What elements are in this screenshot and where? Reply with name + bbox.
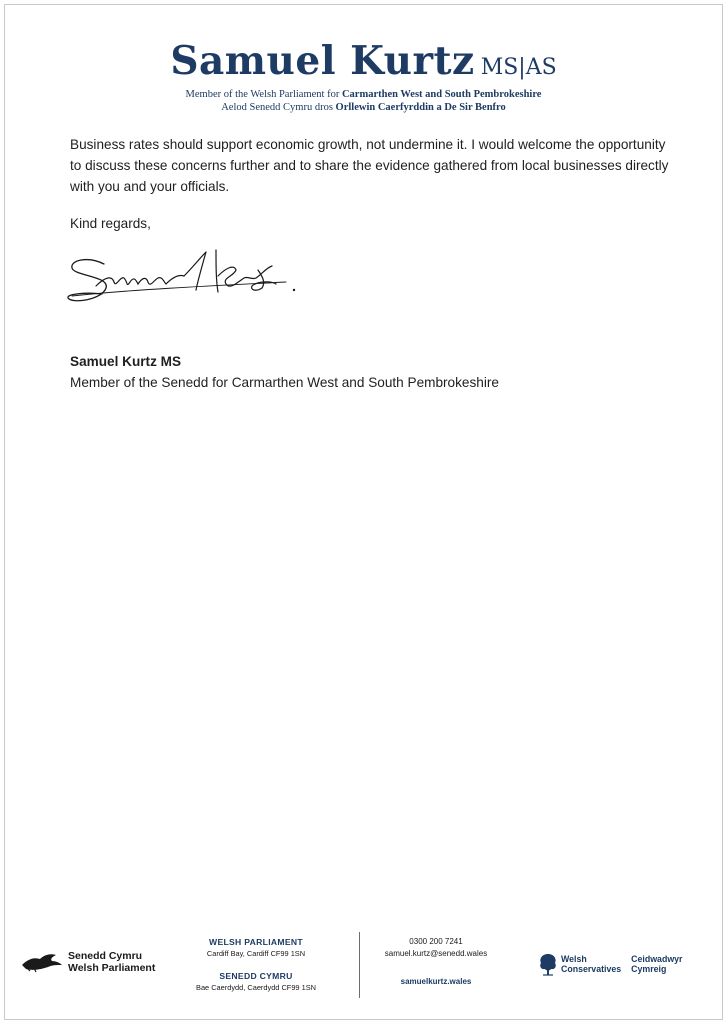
member-name: Samuel Kurtz: [170, 38, 475, 84]
website-link: samuelkurtz.wales: [400, 977, 472, 986]
party-name-english-line2: Conservatives: [561, 964, 622, 974]
party-name-welsh-line1: Ceidwadwyr: [631, 954, 683, 964]
footer-divider: [359, 932, 360, 998]
letter-footer: [0, 928, 727, 998]
senedd-logo: [20, 950, 155, 974]
address-english-line: Cardiff Bay, Cardiff CF99 1SN: [206, 949, 306, 958]
letterhead-title: [0, 38, 727, 84]
closing: Kind regards,: [70, 216, 151, 231]
constituency-english: Carmarthen West and South Pembrokeshire: [341, 89, 542, 100]
signer-name: Samuel Kurtz MS: [70, 354, 182, 369]
email-address: samuel.kurtz@senedd.wales: [384, 949, 488, 958]
address-welsh: [186, 970, 326, 993]
address-english-heading: WELSH PARLIAMENT: [209, 937, 303, 947]
senedd-logo-welsh: Senedd Cymru: [68, 950, 143, 962]
phone-number: 0300 200 7241: [409, 937, 463, 946]
signer-role: Member of the Senedd for Carmarthen West and South Pembrokeshire: [70, 375, 499, 390]
constituency-welsh: Orllewin Caerfyrddin a De Sir Benfro: [335, 102, 506, 113]
welsh-conservatives-logo: [538, 952, 683, 976]
address-welsh-line: Bae Caerdydd, Caerdydd CF99 1SN: [196, 983, 316, 992]
contact-details: [366, 936, 506, 960]
senedd-logo-english: Welsh Parliament: [68, 962, 156, 974]
letterhead: [0, 38, 727, 114]
postnominal: MS|AS: [480, 55, 557, 80]
handwritten-signature: [66, 246, 306, 312]
tree-icon: [538, 952, 558, 976]
address-welsh-heading: SENEDD CYMRU: [219, 971, 293, 981]
party-name-welsh-line2: Cymreig: [631, 964, 667, 974]
welsh-dragon-icon: [20, 951, 64, 973]
letterhead-subtitle-english: Member of the Welsh Parliament for Carmarthen West and South Pembrokeshire: [185, 89, 542, 100]
party-name-english-line1: Welsh: [561, 954, 587, 964]
body-paragraph: Business rates should support economic growth, not undermine it. I would welcome the opportunity to discuss these concerns further and to share the evidence gathered from local businesses directly with you and your officials.: [70, 137, 669, 194]
letterhead-subtitle-welsh: Aelod Senedd Cymru dros Orllewin Caerfyrddin a De Sir Benfro: [221, 102, 506, 113]
address-english: [186, 936, 326, 959]
